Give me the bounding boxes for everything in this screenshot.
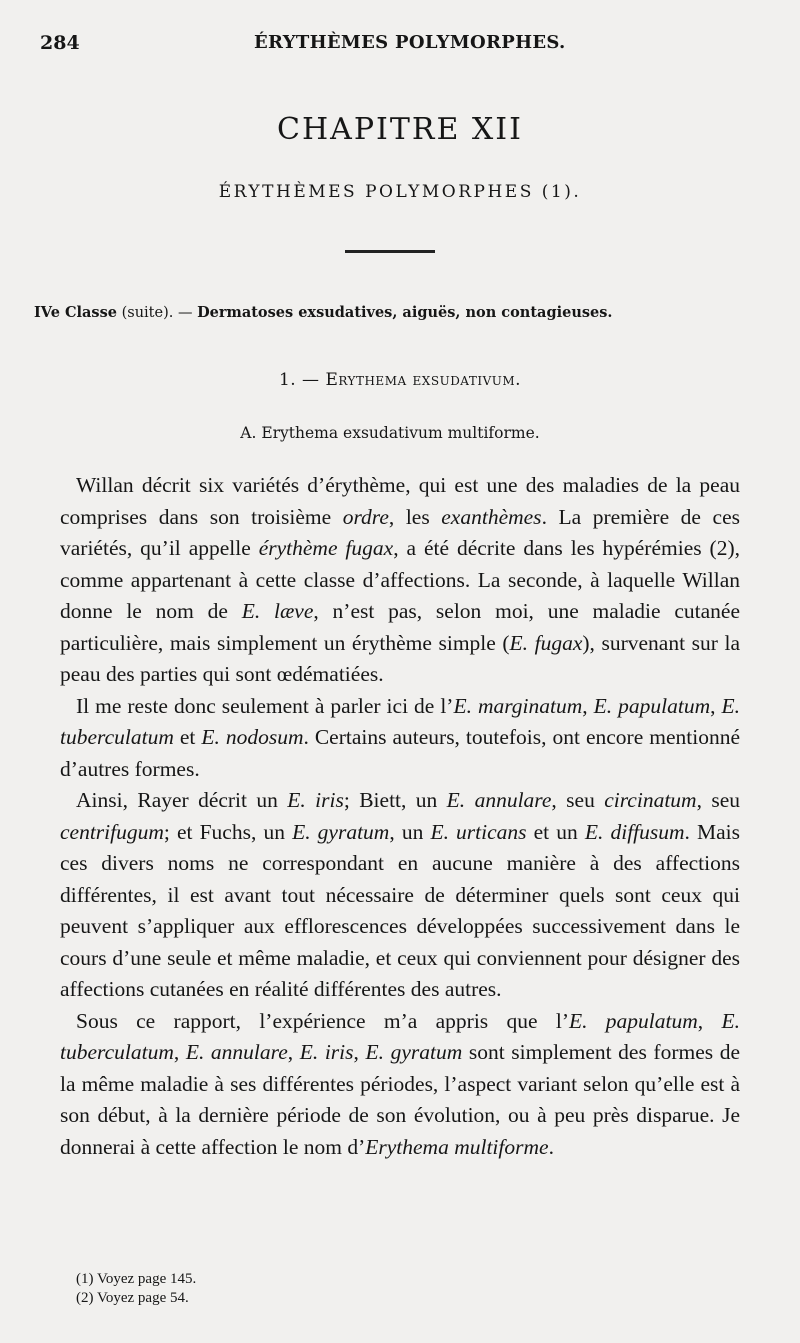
text-run: , a été décrite dans les hypérémies (2), comme appartenant à cette classe d’affections. La seconde, à laquelle Willan donne le nom de [60, 536, 740, 623]
italic-term: E. urticans [430, 819, 527, 844]
text-run: , les [388, 504, 442, 529]
italic-term: E. papulatum [593, 693, 711, 718]
italic-term: E. tuberculatum [60, 693, 741, 749]
text-run: ; et Fuchs, un [163, 819, 293, 844]
text-run: Sous ce rapport, l’expérience m’a appris que l’ [76, 1008, 569, 1033]
text-run: ; Biett, un [343, 788, 447, 812]
text-run: , [582, 693, 594, 718]
text-run: , [173, 1040, 186, 1064]
italic-term: E. læve [241, 599, 314, 623]
section-number: 1. — [278, 370, 326, 390]
italic-term: E. iris [287, 788, 344, 812]
text-run: Ainsi, Rayer décrit un [76, 788, 288, 812]
italic-term: E. papulatum [568, 1008, 698, 1033]
chapter-subtitle: ÉRYTHÈMES POLYMORPHES (1). [218, 182, 582, 202]
italic-term: E. gyratum [292, 819, 390, 844]
italic-term: E. annulare [185, 1040, 288, 1064]
text-run: , seu [696, 788, 740, 812]
text-run: et [173, 725, 202, 749]
divider-rule [345, 250, 435, 253]
text-run: . Mais ces divers noms ne correspondant en aucune manière à des affections différentes, il est avant tout nécessaire de déterminer quels sont ceux qui peuvent s’appliquer aux efflorescences développées successivement dans le cours d’une seule et même maladie, et ceux qui conviennent pour désigner des affections cutanées en réalité différentes des autres. [60, 819, 741, 1001]
italic-term: Erythema multiforme [365, 1134, 549, 1159]
body-text [60, 470, 740, 1163]
italic-term: E. marginatum [453, 693, 583, 718]
text-run: , n’est pas, selon moi, une maladie cutanée particulière, mais simplement un érythème simple ( [60, 599, 740, 655]
italic-term: E. tuberculatum [60, 1008, 741, 1064]
paragraph [60, 785, 740, 1006]
text-run: . [548, 1134, 554, 1159]
text-run: , un [389, 819, 431, 844]
italic-term: érythème fugax [258, 536, 394, 560]
text-run: Willan décrit six variétés d’érythème, qui est une des maladies de la peau comprises dans son troisième [60, 473, 740, 529]
italic-term: E. iris [299, 1040, 354, 1064]
text-run: , [353, 1040, 366, 1064]
text-run: sont simplement des formes de la même maladie à ses différentes périodes, l’aspect variant selon qu’elle est à son début, à la dernière période de son évolution, ou à peu près disparue. Je donnerai à cette affection le nom d’ [60, 1040, 741, 1159]
subsection-heading: A. Erythema exsudativum multiforme. [240, 424, 540, 442]
italic-term: exanthèmes [441, 504, 542, 529]
italic-term: E. annulare [446, 788, 552, 812]
paragraph [60, 1006, 740, 1164]
italic-term: centrifugum [60, 819, 164, 844]
text-run: , [697, 1008, 722, 1033]
text-run: Il me reste donc seulement à parler ici de l’ [76, 693, 454, 718]
italic-term: E. fugax [509, 630, 583, 655]
class-heading-label: IVe Classe [34, 304, 117, 321]
paragraph [60, 470, 740, 691]
italic-term: E. nodosum [201, 725, 304, 749]
text-run: , [287, 1040, 300, 1064]
section-heading [0, 370, 800, 390]
class-heading-title: Dermatoses exsudatives, aiguës, non contagieuses. [197, 304, 613, 321]
chapter-title: CHAPITRE XII [277, 112, 523, 147]
running-title: ÉRYTHÈMES POLYMORPHES. [254, 32, 566, 53]
text-run: . Certains auteurs, toutefois, ont encore mentionné d’autres formes. [60, 725, 740, 781]
class-heading-suite: (suite). — [116, 305, 198, 321]
italic-term: E. gyratum [365, 1040, 463, 1064]
page-number: 284 [40, 32, 80, 54]
running-head [40, 32, 760, 56]
section-title: Erythema exsudativum. [325, 370, 522, 390]
text-run: et un [526, 819, 585, 844]
italic-term: circinatum [604, 788, 697, 812]
text-run: , [710, 693, 722, 718]
text-run: . La première de ces variétés, qu’il appelle [60, 504, 740, 560]
text-run: ), survenant sur la peau des parties qui sont œdématiées. [60, 630, 740, 686]
italic-term: ordre [342, 504, 389, 529]
paragraph [60, 691, 740, 786]
text-run: , seu [551, 788, 605, 812]
footnote-2: (2) Voyez page 54. [76, 1290, 189, 1306]
footnotes [76, 1270, 196, 1308]
italic-term: E. diffusum [584, 819, 685, 844]
footnote-1: (1) Voyez page 145. [76, 1271, 197, 1287]
class-heading [34, 304, 754, 321]
